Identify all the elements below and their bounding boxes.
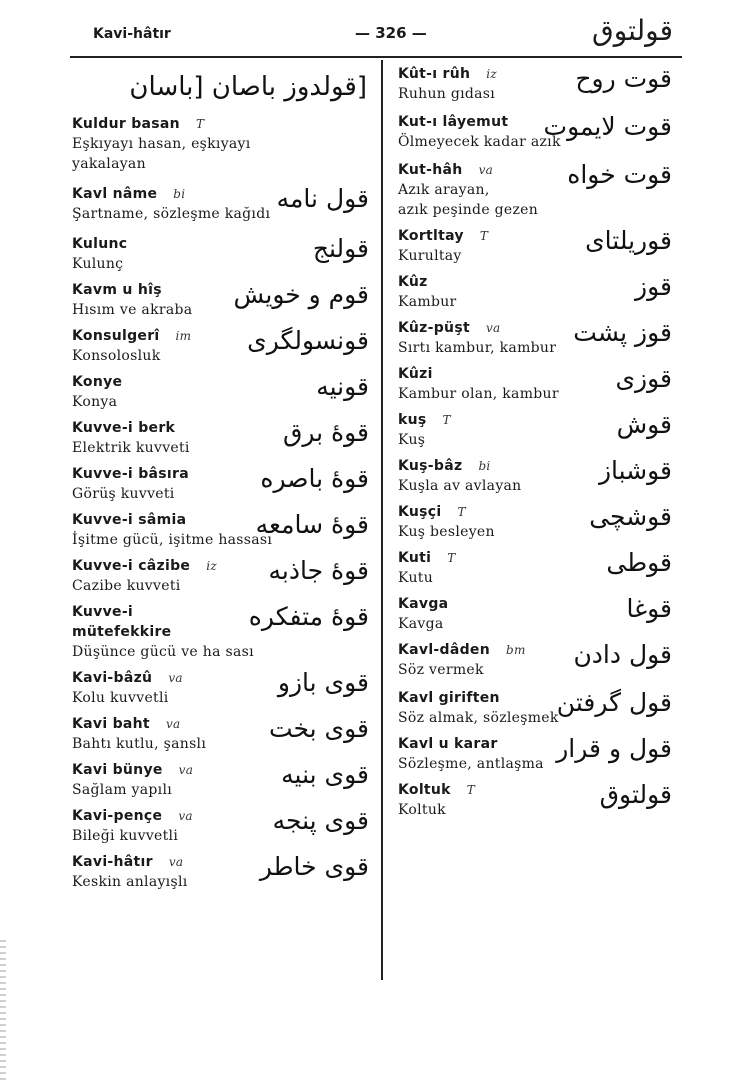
dictionary-entry xyxy=(72,280,375,320)
entry-arabic-script: قول نامه xyxy=(276,184,369,213)
headword-text: Kuşçi xyxy=(398,504,442,520)
entry-definition: Bileği kuvvetli xyxy=(72,828,179,844)
entry-definition: Keskin anlayışlı xyxy=(72,874,188,890)
entry-arabic-script: قوم و خويش xyxy=(233,280,369,309)
headword-text: Kut-hâh xyxy=(398,162,463,178)
entry-arabic-script: قوۀ باصره xyxy=(260,464,369,493)
headword-text: Kortltay xyxy=(398,228,464,244)
headword-text: Kuldur basan xyxy=(72,116,180,132)
headword-text: Kavi-bâzû xyxy=(72,670,153,686)
dictionary-entry xyxy=(72,372,375,412)
entry-definition: İşitme gücü, işitme hassası xyxy=(72,532,273,548)
entry-arabic-script: قوشباز xyxy=(598,456,672,485)
headword-text: Kavm u hîş xyxy=(72,282,162,298)
entry-definition: Düşünce gücü ve ha sası xyxy=(72,644,254,660)
entry-arabic-script: قولتوق xyxy=(599,780,672,809)
entry-definition: azık peşinde gezen xyxy=(398,202,539,218)
entry-arabic-script: قوۀ سامعه xyxy=(255,510,369,539)
headword-text: Kûz-püşt xyxy=(398,320,470,336)
grammar-tag: va xyxy=(165,717,181,731)
headword-text: Kûzi xyxy=(398,366,433,382)
entry-definition: Ruhun gıdası xyxy=(398,86,496,102)
entry-arabic-script: قوۀ برق xyxy=(282,418,369,447)
dictionary-entry xyxy=(398,734,678,774)
grammar-tag: T xyxy=(442,413,451,427)
headword-text: Konsulgerî xyxy=(72,328,160,344)
dictionary-entry xyxy=(72,806,375,846)
dictionary-entry xyxy=(72,326,375,366)
headword-text: Kavi baht xyxy=(72,716,150,732)
entry-definition: Söz almak, sözleşmek xyxy=(398,710,559,726)
entry-arabic-script: قوی پنجه xyxy=(272,806,369,835)
headword-text: Konye xyxy=(72,374,123,390)
entry-definition: Kuş besleyen xyxy=(398,524,495,540)
entry-arabic-script: قوۀ متفكره xyxy=(248,602,369,631)
entry-arabic-script: قول دادن xyxy=(573,640,672,669)
entry-arabic-script: قوغا xyxy=(626,594,672,623)
dictionary-entry xyxy=(398,548,678,588)
entry-arabic-script: قوۀ جاذبه xyxy=(268,556,369,585)
entry-definition: Konya xyxy=(72,394,118,410)
entry-arabic-script: قوی بازو xyxy=(277,668,369,697)
entry-arabic-script: قوش xyxy=(616,410,672,439)
dictionary-entry xyxy=(398,226,678,266)
entry-definition: Kutu xyxy=(398,570,434,586)
entry-definition: Kurultay xyxy=(398,248,462,264)
entry-definition: Sağlam yapılı xyxy=(72,782,172,798)
headword-text: Kût-ı rûh xyxy=(398,66,471,82)
entry-definition: yakalayan xyxy=(72,156,146,172)
entry-arabic-script: قوت لايموت xyxy=(543,112,672,141)
entry-definition: Koltuk xyxy=(398,802,446,818)
entry-definition: Azık arayan, xyxy=(398,182,490,198)
grammar-tag: T xyxy=(447,551,456,565)
dictionary-entry xyxy=(398,640,678,680)
entry-definition: Ölmeyecek kadar azık xyxy=(398,134,561,150)
header-rule xyxy=(70,56,682,58)
right-column xyxy=(398,64,678,820)
grammar-tag: va xyxy=(478,163,494,177)
dictionary-entry xyxy=(398,318,678,358)
grammar-tag: iz xyxy=(206,559,217,573)
grammar-tag: va xyxy=(485,321,501,335)
grammar-tag: T xyxy=(479,229,489,243)
grammar-tag: va xyxy=(178,809,193,823)
page-number: — 326 — xyxy=(355,24,427,42)
entry-arabic-script: قول و قرار xyxy=(556,734,672,763)
entry-definition: Kuş xyxy=(398,432,426,448)
headword-text: Kavl-dâden xyxy=(398,642,490,658)
scan-edge-mark xyxy=(0,940,6,1080)
dictionary-entry xyxy=(398,780,678,820)
entry-definition: Kambur olan, kambur xyxy=(398,386,559,402)
left-column xyxy=(72,64,375,892)
entry-arabic-script: قوزی xyxy=(615,364,672,393)
entry-definition: Kuşla av avlayan xyxy=(398,478,522,494)
entry-definition: Kavga xyxy=(398,616,444,632)
entry-arabic-script: قوت روح xyxy=(575,64,672,93)
dictionary-entry xyxy=(72,234,375,274)
header-arabic-guide-word: قولتوق xyxy=(591,14,673,47)
dictionary-entry xyxy=(398,64,678,104)
headword-text: Kuvve-i berk xyxy=(72,420,176,436)
entry-definition: Elektrik kuvveti xyxy=(72,440,190,456)
headword-text: Kavi-hâtır xyxy=(72,854,153,870)
dictionary-entry xyxy=(72,510,375,550)
entry-headword-continued: mütefekkire xyxy=(72,624,172,640)
entry-arabic-script: قوشچی xyxy=(589,502,672,531)
headword-text: Kuvve-i câzibe xyxy=(72,558,191,574)
entry-arabic-script: قوز xyxy=(635,272,672,301)
headword-text: Kavl nâme xyxy=(72,186,158,202)
entry-definition: Şartname, sözleşme kağıdı xyxy=(72,206,271,222)
grammar-tag: bm xyxy=(505,643,526,657)
grammar-tag: T xyxy=(466,783,476,797)
dictionary-entry xyxy=(72,464,375,504)
entry-definition: Bahtı kutlu, şanslı xyxy=(72,736,207,752)
headword-text: Kavl giriften xyxy=(398,690,500,706)
entry-arabic-script: قولنج xyxy=(312,234,369,263)
entry-definition: Cazibe kuvveti xyxy=(72,578,181,594)
dictionary-entry xyxy=(72,852,375,892)
entry-definition: Sırtı kambur, kambur xyxy=(398,340,557,356)
headword-text: Kuş-bâz xyxy=(398,458,463,474)
entry-headword xyxy=(72,114,375,134)
entry-definition: Kulunç xyxy=(72,256,124,272)
entry-definition: Eşkıyayı hasan, eşkıyayı xyxy=(72,136,251,152)
headword-text: Koltuk xyxy=(398,782,451,798)
headword-text: Kulunc xyxy=(72,236,128,252)
headword-text: Kavi bünye xyxy=(72,762,163,778)
entry-definition: Görüş kuvveti xyxy=(72,486,175,502)
column-divider xyxy=(381,60,383,980)
entry-definition: Söz vermek xyxy=(398,662,484,678)
grammar-tag: va xyxy=(168,855,184,869)
dictionary-entry xyxy=(398,456,678,496)
headword-text: kuş xyxy=(398,412,427,428)
entry-arabic-script: قوی بنيه xyxy=(281,760,369,789)
dictionary-entry xyxy=(72,760,375,800)
headword-text: Kavi-pençe xyxy=(72,808,163,824)
entry-arabic-script: قوت خواه xyxy=(567,160,672,189)
grammar-tag: va xyxy=(168,671,183,685)
entry-arabic-script: قونسولگری xyxy=(247,326,369,355)
headword-text: Kavl u karar xyxy=(398,736,498,752)
headword-text: Kuti xyxy=(398,550,432,566)
headword-text: Kûz xyxy=(398,274,428,290)
dictionary-entry xyxy=(398,112,678,152)
dictionary-entry xyxy=(72,668,375,708)
entry-arabic-script: قوی بخت xyxy=(268,714,369,743)
dictionary-entry xyxy=(398,272,678,312)
grammar-tag: bi xyxy=(173,187,186,201)
dictionary-entry xyxy=(398,160,678,220)
entry-definition: Konsolosluk xyxy=(72,348,161,364)
dictionary-entry xyxy=(398,502,678,542)
entry-arabic-script: قوز پشت xyxy=(573,318,672,347)
dictionary-entry xyxy=(72,714,375,754)
entry-arabic-script: قوی خاطر xyxy=(259,852,369,881)
entry-definition: Hısım ve akraba xyxy=(72,302,193,318)
dictionary-entry xyxy=(72,114,375,174)
grammar-tag: T xyxy=(195,117,205,131)
entry-arabic-script: قول گرفتن xyxy=(556,688,672,717)
intro-arabic: [قولدوز باصان [باسان xyxy=(129,72,367,102)
dictionary-entry xyxy=(398,364,678,404)
entry-arabic-script: قوريلتای xyxy=(585,226,672,255)
grammar-tag: iz xyxy=(486,67,498,81)
grammar-tag: bi xyxy=(478,459,491,473)
headword-text: Kuvve-i bâsıra xyxy=(72,466,189,482)
grammar-tag: T xyxy=(457,505,466,519)
entry-definition: Kolu kuvvetli xyxy=(72,690,169,706)
dictionary-entry xyxy=(72,418,375,458)
page-header xyxy=(0,0,731,60)
dictionary-entry xyxy=(72,184,375,224)
intro-line xyxy=(72,64,375,114)
grammar-tag: va xyxy=(178,763,194,777)
entry-definition: Kambur xyxy=(398,294,457,310)
header-guide-word: Kavi-hâtır xyxy=(93,26,171,42)
entry-arabic-script: قونيه xyxy=(316,372,369,401)
entry-arabic-script: قوطی xyxy=(606,548,672,577)
dictionary-entry xyxy=(72,602,375,662)
dictionary-entry xyxy=(398,594,678,634)
dictionary-entry xyxy=(398,410,678,450)
entry-definition: Sözleşme, antlaşma xyxy=(398,756,544,772)
grammar-tag: im xyxy=(175,329,192,343)
headword-text: Kuvve-i sâmia xyxy=(72,512,187,528)
dictionary-entry xyxy=(398,688,678,728)
headword-text: Kavga xyxy=(398,596,449,612)
headword-text: Kuvve-i xyxy=(72,604,134,620)
headword-text: Kut-ı lâyemut xyxy=(398,114,509,130)
dictionary-entry xyxy=(72,556,375,596)
